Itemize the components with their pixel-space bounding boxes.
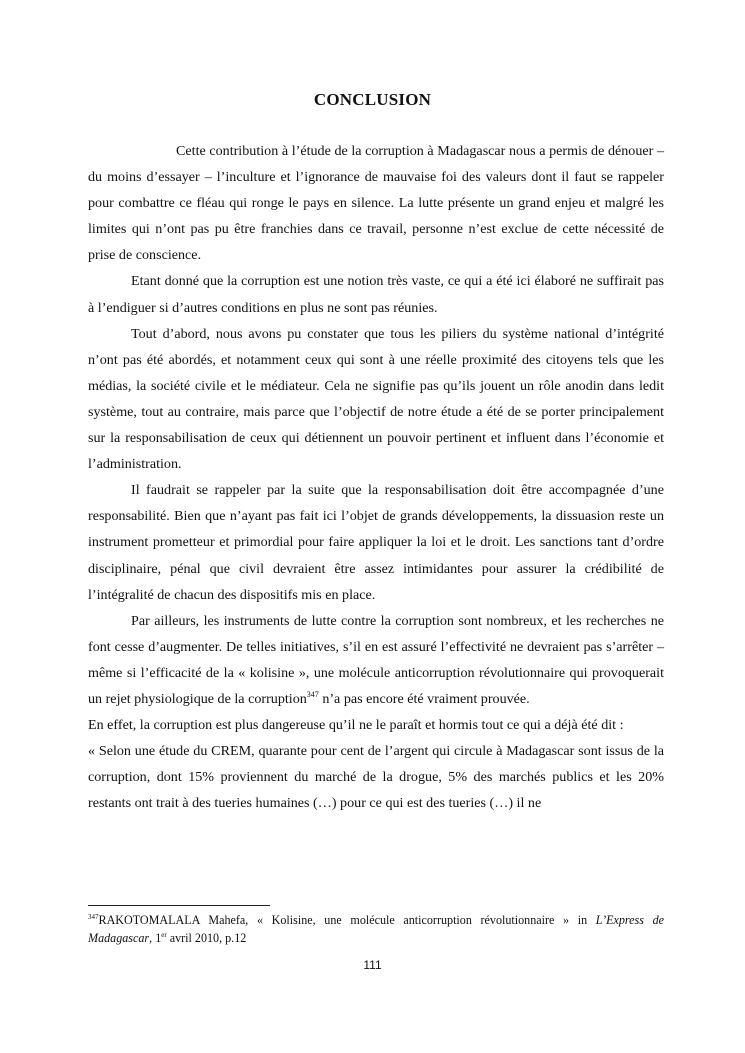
footnote-reference: 347 — [306, 689, 319, 699]
footnote-number: 347 — [88, 913, 99, 921]
body-text — [88, 138, 664, 816]
paragraph-6: En effet, la corruption est plus dangereuse qu’il ne le paraît et hormis tout ce qui a déjà été dit : — [88, 717, 624, 734]
page-number: 111 — [363, 958, 382, 972]
footnote-author: RAKOTOMALALA Mahefa, « Kolisine, une molécule anticorruption révolutionnaire » in — [98, 913, 596, 927]
footnote-date-prefix: , 1 — [149, 931, 162, 945]
paragraph-3: Tout d’abord, nous avons pu constater que tous les piliers du système national d’intégrité n’ont pas été abordés, et notamment ceux qui sont à une réelle proximité des citoyens tels que les médias, la société civile et le médiateur. Cela ne signifie pas qu’ils jouent un rôle anodin dans ledit système, tout au contraire, mais parce que l’objectif de notre étude a été de se porter principalement sur la responsabilisation de ceux qui détiennent un pouvoir pertinent et influent dans l’économie et l’administration. — [88, 325, 664, 473]
footnote-date-sup: er — [161, 931, 167, 939]
paragraph-5-text-end: n’a pas encore été vraiment prouvée. — [318, 690, 530, 707]
paragraph-2: Etant donné que la corruption est une notion très vaste, ce qui a été ici élaboré ne suffirait pas à l’endiguer si d’autres conditions en plus ne sont pas réunies. — [88, 273, 664, 316]
footnote — [88, 911, 664, 947]
paragraph-1: Cette contribution à l’étude de la corruption à Madagascar nous a permis de dénouer – du moins d’essayer – l’inculture et l’ignorance de mauvaise foi des valeurs dont il faut se rappeler pour combattre ce fléau qui ronge le pays en silence. La lutte présente un grand enjeu et malgré les limites qui n’ont pas pu être franchies dans ce travail, personne n’est exclue de cette nécessité de prise de conscience. — [88, 143, 664, 264]
paragraph-4: Il faudrait se rappeler par la suite que la responsabilisation doit être accompagnée d’une responsabilité. Bien que n’ayant pas fait ici l’objet de grands développements, la dissuasion reste un instrument prometteur et primordial pour faire appliquer la loi et le droit. Les sanctions tant d’ordre disciplinaire, pénal que civil devraient être assez intimidantes pour assurer la crédibilité de l’intégralité de chacun des dispositifs mis en place. — [88, 482, 664, 603]
page-title: CONCLUSION — [313, 90, 432, 109]
paragraph-5-text-start: Par ailleurs, les instruments de lutte contre la corruption sont nombreux, et les recherches ne font cesse d’augmenter. De telles initiatives, s’il en est assuré l’effectivité ne devraient pas s’arrêter – même si l’efficacité de la « kolisine », une molécule anticorruption révolutionnaire qui provoquerait un rejet physiologique de la corruption — [88, 612, 664, 707]
footnote-separator — [88, 905, 270, 906]
footnote-date-suffix: avril 2010, p.12 — [166, 931, 247, 945]
footnote-source: L’Express de Madagascar — [88, 913, 664, 945]
paragraph-5 — [88, 608, 664, 712]
paragraph-7-quote: « Selon une étude du CREM, quarante pour cent de l’argent qui circule à Madagascar sont issus de la corruption, dont 15% proviennent du marché de la drogue, 5% des marchés publics et les 20% restants ont trait à des tueries humaines (…) pour ce qui est des tueries (…) il ne — [88, 743, 664, 812]
